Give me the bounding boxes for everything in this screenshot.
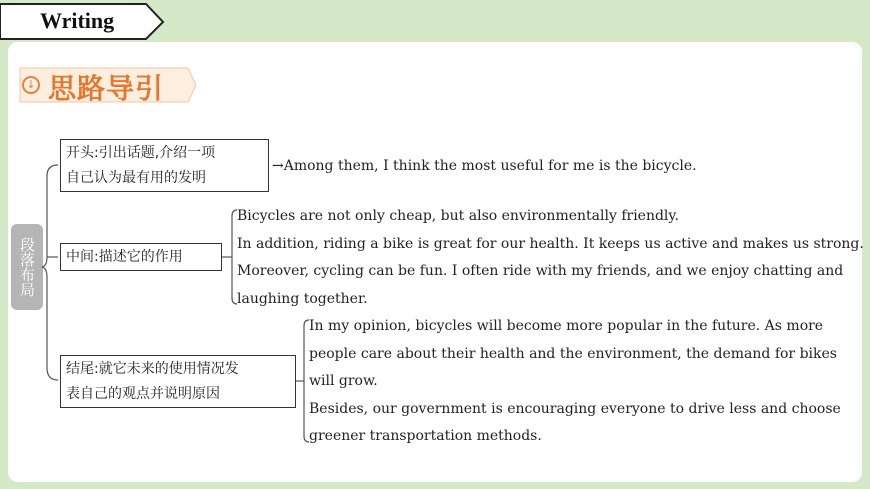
body-box xyxy=(60,243,222,271)
body-text xyxy=(237,203,864,313)
conclusion-text-line: In my opinion, bicycles will become more popular in the future. As more xyxy=(309,318,824,334)
intro-box-line: 自己认为最有用的发明 xyxy=(66,170,206,186)
body-text-line: laughing together. xyxy=(237,290,368,307)
conclusion-text-line: Besides, our government is encouraging everyone to drive less and choose xyxy=(309,400,841,417)
tag-label: Writing xyxy=(40,8,115,33)
body-text-line: In addition, riding a bike is great for our health. It keeps us active and makes us strong. xyxy=(237,235,864,252)
body-text-line: Moreover, cycling can be fun. I often ride with my friends, and we enjoy chatting and xyxy=(237,263,844,279)
conclusion-text-line: people care about their health and the environment, the demand for bikes xyxy=(309,345,837,362)
conclusion-text-line: will grow. xyxy=(309,373,378,389)
body-text-line: Bicycles are not only cheap, but also environmentally friendly. xyxy=(237,208,679,224)
side-label: 段落布局 xyxy=(11,224,43,310)
intro-box-line: 开头:引出话题,介绍一项 xyxy=(66,145,216,161)
intro-text: →Among them, I think the most useful for me is the bicycle. xyxy=(272,158,697,174)
conclusion-text xyxy=(309,313,841,451)
heading-title: 思路导引 xyxy=(48,72,165,105)
conclusion-box-line: 结尾:就它未来的使用情况发 xyxy=(66,361,239,377)
down-arrow-circle-icon: ↓ xyxy=(22,76,40,94)
conclusion-box-line: 表自己的观点并说明原因 xyxy=(66,386,220,402)
conclusion-text-line: greener transportation methods. xyxy=(309,428,542,444)
body-box-line: 中间:描述它的作用 xyxy=(66,249,183,265)
intro-box xyxy=(60,139,269,192)
conclusion-box xyxy=(60,355,296,408)
